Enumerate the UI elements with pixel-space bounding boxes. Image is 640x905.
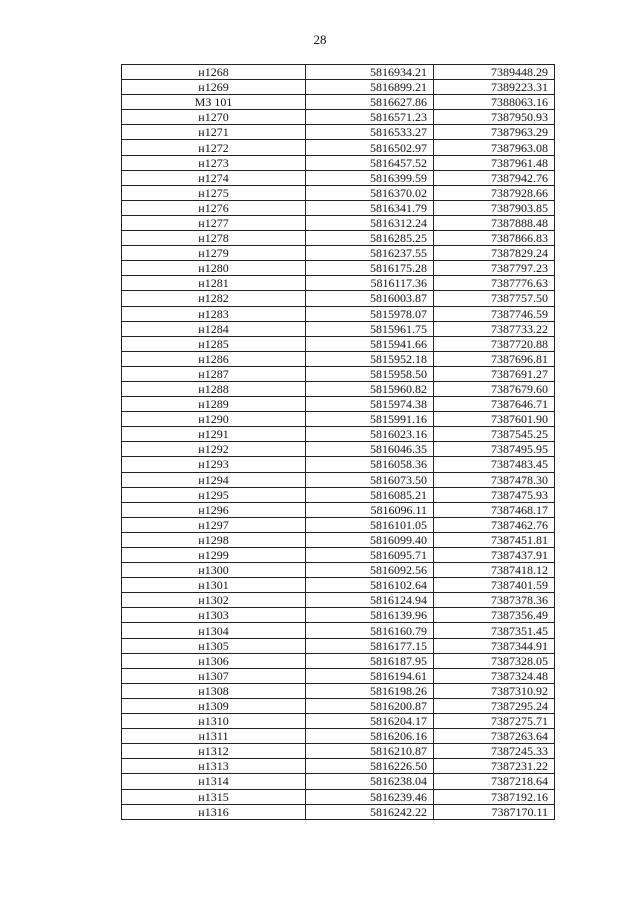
point-id-cell: н1279 xyxy=(122,246,306,261)
x-coordinate-cell: 5816238.04 xyxy=(306,774,434,789)
y-coordinate-cell: 7387776.63 xyxy=(434,276,555,291)
table-row xyxy=(122,427,555,442)
x-coordinate-cell: 5816003.87 xyxy=(306,291,434,306)
table-row xyxy=(122,502,555,517)
x-coordinate-cell: 5816210.87 xyxy=(306,744,434,759)
y-coordinate-cell: 7387691.27 xyxy=(434,366,555,381)
y-coordinate-cell: 7387961.48 xyxy=(434,155,555,170)
y-coordinate-cell: 7387963.29 xyxy=(434,125,555,140)
x-coordinate-cell: 5815978.07 xyxy=(306,306,434,321)
y-coordinate-cell: 7387451.81 xyxy=(434,532,555,547)
x-coordinate-cell: 5816239.46 xyxy=(306,789,434,804)
table-row xyxy=(122,80,555,95)
x-coordinate-cell: 5816899.21 xyxy=(306,80,434,95)
point-id-cell: н1278 xyxy=(122,231,306,246)
point-id-cell: н1310 xyxy=(122,714,306,729)
x-coordinate-cell: 5815991.16 xyxy=(306,412,434,427)
table-row xyxy=(122,185,555,200)
y-coordinate-cell: 7387495.95 xyxy=(434,442,555,457)
table-row xyxy=(122,714,555,729)
y-coordinate-cell: 7387942.76 xyxy=(434,170,555,185)
y-coordinate-cell: 7387720.88 xyxy=(434,336,555,351)
table-row xyxy=(122,638,555,653)
point-id-cell: н1293 xyxy=(122,457,306,472)
y-coordinate-cell: 7387797.23 xyxy=(434,261,555,276)
x-coordinate-cell: 5815960.82 xyxy=(306,381,434,396)
x-coordinate-cell: 5816502.97 xyxy=(306,140,434,155)
point-id-cell: н1307 xyxy=(122,668,306,683)
point-id-cell: н1271 xyxy=(122,125,306,140)
table-row xyxy=(122,744,555,759)
x-coordinate-cell: 5816095.71 xyxy=(306,548,434,563)
y-coordinate-cell: 7387170.11 xyxy=(434,804,555,819)
table-row xyxy=(122,804,555,819)
table-row xyxy=(122,698,555,713)
point-id-cell: н1268 xyxy=(122,65,306,80)
x-coordinate-cell: 5815961.75 xyxy=(306,321,434,336)
y-coordinate-cell: 7387545.25 xyxy=(434,427,555,442)
y-coordinate-cell: 7389448.29 xyxy=(434,65,555,80)
point-id-cell: н1312 xyxy=(122,744,306,759)
table-row xyxy=(122,366,555,381)
coordinates-table xyxy=(121,64,555,820)
y-coordinate-cell: 7387401.59 xyxy=(434,578,555,593)
table-row xyxy=(122,291,555,306)
x-coordinate-cell: 5816533.27 xyxy=(306,125,434,140)
table-row xyxy=(122,140,555,155)
table-row xyxy=(122,563,555,578)
table-row xyxy=(122,442,555,457)
point-id-cell: н1291 xyxy=(122,427,306,442)
table-row xyxy=(122,276,555,291)
table-row xyxy=(122,215,555,230)
table-row xyxy=(122,774,555,789)
point-id-cell: н1306 xyxy=(122,653,306,668)
point-id-cell: н1280 xyxy=(122,261,306,276)
x-coordinate-cell: 5816204.17 xyxy=(306,714,434,729)
x-coordinate-cell: 5816206.16 xyxy=(306,729,434,744)
y-coordinate-cell: 7387601.90 xyxy=(434,412,555,427)
y-coordinate-cell: 7387437.91 xyxy=(434,548,555,563)
x-coordinate-cell: 5816092.56 xyxy=(306,563,434,578)
table-row xyxy=(122,729,555,744)
point-id-cell: н1309 xyxy=(122,698,306,713)
x-coordinate-cell: 5816099.40 xyxy=(306,532,434,547)
point-id-cell: н1303 xyxy=(122,608,306,623)
y-coordinate-cell: 7387483.45 xyxy=(434,457,555,472)
table-row xyxy=(122,593,555,608)
point-id-cell: н1289 xyxy=(122,397,306,412)
point-id-cell: н1316 xyxy=(122,804,306,819)
table-row xyxy=(122,170,555,185)
y-coordinate-cell: 7387679.60 xyxy=(434,381,555,396)
point-id-cell: н1298 xyxy=(122,532,306,547)
point-id-cell: н1292 xyxy=(122,442,306,457)
point-id-cell: н1304 xyxy=(122,623,306,638)
y-coordinate-cell: 7387418.12 xyxy=(434,563,555,578)
x-coordinate-cell: 5816073.50 xyxy=(306,472,434,487)
table-row xyxy=(122,789,555,804)
point-id-cell: н1301 xyxy=(122,578,306,593)
table-row xyxy=(122,608,555,623)
y-coordinate-cell: 7389223.31 xyxy=(434,80,555,95)
point-id-cell: н1305 xyxy=(122,638,306,653)
table-row xyxy=(122,487,555,502)
y-coordinate-cell: 7387478.30 xyxy=(434,472,555,487)
x-coordinate-cell: 5816046.35 xyxy=(306,442,434,457)
x-coordinate-cell: 5816457.52 xyxy=(306,155,434,170)
point-id-cell: н1270 xyxy=(122,110,306,125)
x-coordinate-cell: 5816023.16 xyxy=(306,427,434,442)
x-coordinate-cell: 5816627.86 xyxy=(306,95,434,110)
x-coordinate-cell: 5816237.55 xyxy=(306,246,434,261)
y-coordinate-cell: 7387646.71 xyxy=(434,397,555,412)
point-id-cell: н1287 xyxy=(122,366,306,381)
page-number: 28 xyxy=(313,32,327,47)
coordinates-table-body xyxy=(122,65,555,820)
x-coordinate-cell: 5816285.25 xyxy=(306,231,434,246)
x-coordinate-cell: 5816312.24 xyxy=(306,215,434,230)
point-id-cell: н1302 xyxy=(122,593,306,608)
table-row xyxy=(122,623,555,638)
x-coordinate-cell: 5816242.22 xyxy=(306,804,434,819)
x-coordinate-cell: 5816139.96 xyxy=(306,608,434,623)
x-coordinate-cell: 5816175.28 xyxy=(306,261,434,276)
table-row xyxy=(122,668,555,683)
point-id-cell: н1282 xyxy=(122,291,306,306)
y-coordinate-cell: 7387746.59 xyxy=(434,306,555,321)
x-coordinate-cell: 5816102.64 xyxy=(306,578,434,593)
table-row xyxy=(122,65,555,80)
table-row xyxy=(122,457,555,472)
y-coordinate-cell: 7387462.76 xyxy=(434,517,555,532)
point-id-cell: н1308 xyxy=(122,683,306,698)
x-coordinate-cell: 5815941.66 xyxy=(306,336,434,351)
point-id-cell: н1296 xyxy=(122,502,306,517)
y-coordinate-cell: 7387468.17 xyxy=(434,502,555,517)
table-row xyxy=(122,321,555,336)
table-row xyxy=(122,532,555,547)
table-row xyxy=(122,759,555,774)
point-id-cell: н1297 xyxy=(122,517,306,532)
y-coordinate-cell: 7388063.16 xyxy=(434,95,555,110)
x-coordinate-cell: 5816187.95 xyxy=(306,653,434,668)
table-row xyxy=(122,261,555,276)
x-coordinate-cell: 5816226.50 xyxy=(306,759,434,774)
point-id-cell: МЗ 101 xyxy=(122,95,306,110)
point-id-cell: н1299 xyxy=(122,548,306,563)
point-id-cell: н1311 xyxy=(122,729,306,744)
y-coordinate-cell: 7387733.22 xyxy=(434,321,555,336)
y-coordinate-cell: 7387263.64 xyxy=(434,729,555,744)
point-id-cell: н1286 xyxy=(122,351,306,366)
table-row xyxy=(122,472,555,487)
y-coordinate-cell: 7387829.24 xyxy=(434,246,555,261)
y-coordinate-cell: 7387963.08 xyxy=(434,140,555,155)
x-coordinate-cell: 5816101.05 xyxy=(306,517,434,532)
x-coordinate-cell: 5816096.11 xyxy=(306,502,434,517)
table-row xyxy=(122,578,555,593)
y-coordinate-cell: 7387328.05 xyxy=(434,653,555,668)
x-coordinate-cell: 5816370.02 xyxy=(306,185,434,200)
point-id-cell: н1300 xyxy=(122,563,306,578)
table-row xyxy=(122,110,555,125)
point-id-cell: н1285 xyxy=(122,336,306,351)
y-coordinate-cell: 7387928.66 xyxy=(434,185,555,200)
table-row xyxy=(122,397,555,412)
x-coordinate-cell: 5816194.61 xyxy=(306,668,434,683)
table-row xyxy=(122,306,555,321)
y-coordinate-cell: 7387324.48 xyxy=(434,668,555,683)
y-coordinate-cell: 7387295.24 xyxy=(434,698,555,713)
point-id-cell: н1284 xyxy=(122,321,306,336)
point-id-cell: н1315 xyxy=(122,789,306,804)
table-row xyxy=(122,548,555,563)
y-coordinate-cell: 7387344.91 xyxy=(434,638,555,653)
x-coordinate-cell: 5816200.87 xyxy=(306,698,434,713)
x-coordinate-cell: 5816399.59 xyxy=(306,170,434,185)
table-row xyxy=(122,125,555,140)
y-coordinate-cell: 7387903.85 xyxy=(434,200,555,215)
point-id-cell: н1273 xyxy=(122,155,306,170)
table-row xyxy=(122,517,555,532)
y-coordinate-cell: 7387378.36 xyxy=(434,593,555,608)
table-row xyxy=(122,95,555,110)
point-id-cell: н1275 xyxy=(122,185,306,200)
table-row xyxy=(122,683,555,698)
x-coordinate-cell: 5815958.50 xyxy=(306,366,434,381)
point-id-cell: н1313 xyxy=(122,759,306,774)
y-coordinate-cell: 7387351.45 xyxy=(434,623,555,638)
x-coordinate-cell: 5816341.79 xyxy=(306,200,434,215)
x-coordinate-cell: 5816124.94 xyxy=(306,593,434,608)
point-id-cell: н1276 xyxy=(122,200,306,215)
table-row xyxy=(122,155,555,170)
y-coordinate-cell: 7387950.93 xyxy=(434,110,555,125)
table-row xyxy=(122,351,555,366)
y-coordinate-cell: 7387218.64 xyxy=(434,774,555,789)
x-coordinate-cell: 5816160.79 xyxy=(306,623,434,638)
x-coordinate-cell: 5816177.15 xyxy=(306,638,434,653)
point-id-cell: н1294 xyxy=(122,472,306,487)
y-coordinate-cell: 7387757.50 xyxy=(434,291,555,306)
x-coordinate-cell: 5816934.21 xyxy=(306,65,434,80)
x-coordinate-cell: 5816571.23 xyxy=(306,110,434,125)
point-id-cell: н1295 xyxy=(122,487,306,502)
point-id-cell: н1277 xyxy=(122,215,306,230)
table-row xyxy=(122,653,555,668)
x-coordinate-cell: 5816117.36 xyxy=(306,276,434,291)
y-coordinate-cell: 7387888.48 xyxy=(434,215,555,230)
point-id-cell: н1269 xyxy=(122,80,306,95)
table-row xyxy=(122,231,555,246)
x-coordinate-cell: 5815974.38 xyxy=(306,397,434,412)
point-id-cell: н1314 xyxy=(122,774,306,789)
y-coordinate-cell: 7387696.81 xyxy=(434,351,555,366)
x-coordinate-cell: 5816058.36 xyxy=(306,457,434,472)
y-coordinate-cell: 7387245.33 xyxy=(434,744,555,759)
point-id-cell: н1272 xyxy=(122,140,306,155)
table-row xyxy=(122,246,555,261)
x-coordinate-cell: 5816085.21 xyxy=(306,487,434,502)
y-coordinate-cell: 7387275.71 xyxy=(434,714,555,729)
table-row xyxy=(122,381,555,396)
y-coordinate-cell: 7387356.49 xyxy=(434,608,555,623)
x-coordinate-cell: 5816198.26 xyxy=(306,683,434,698)
x-coordinate-cell: 5815952.18 xyxy=(306,351,434,366)
point-id-cell: н1290 xyxy=(122,412,306,427)
point-id-cell: н1281 xyxy=(122,276,306,291)
point-id-cell: н1283 xyxy=(122,306,306,321)
y-coordinate-cell: 7387231.22 xyxy=(434,759,555,774)
point-id-cell: н1288 xyxy=(122,381,306,396)
point-id-cell: н1274 xyxy=(122,170,306,185)
y-coordinate-cell: 7387866.83 xyxy=(434,231,555,246)
table-row xyxy=(122,412,555,427)
table-row xyxy=(122,336,555,351)
y-coordinate-cell: 7387310.92 xyxy=(434,683,555,698)
y-coordinate-cell: 7387475.93 xyxy=(434,487,555,502)
table-row xyxy=(122,200,555,215)
y-coordinate-cell: 7387192.16 xyxy=(434,789,555,804)
